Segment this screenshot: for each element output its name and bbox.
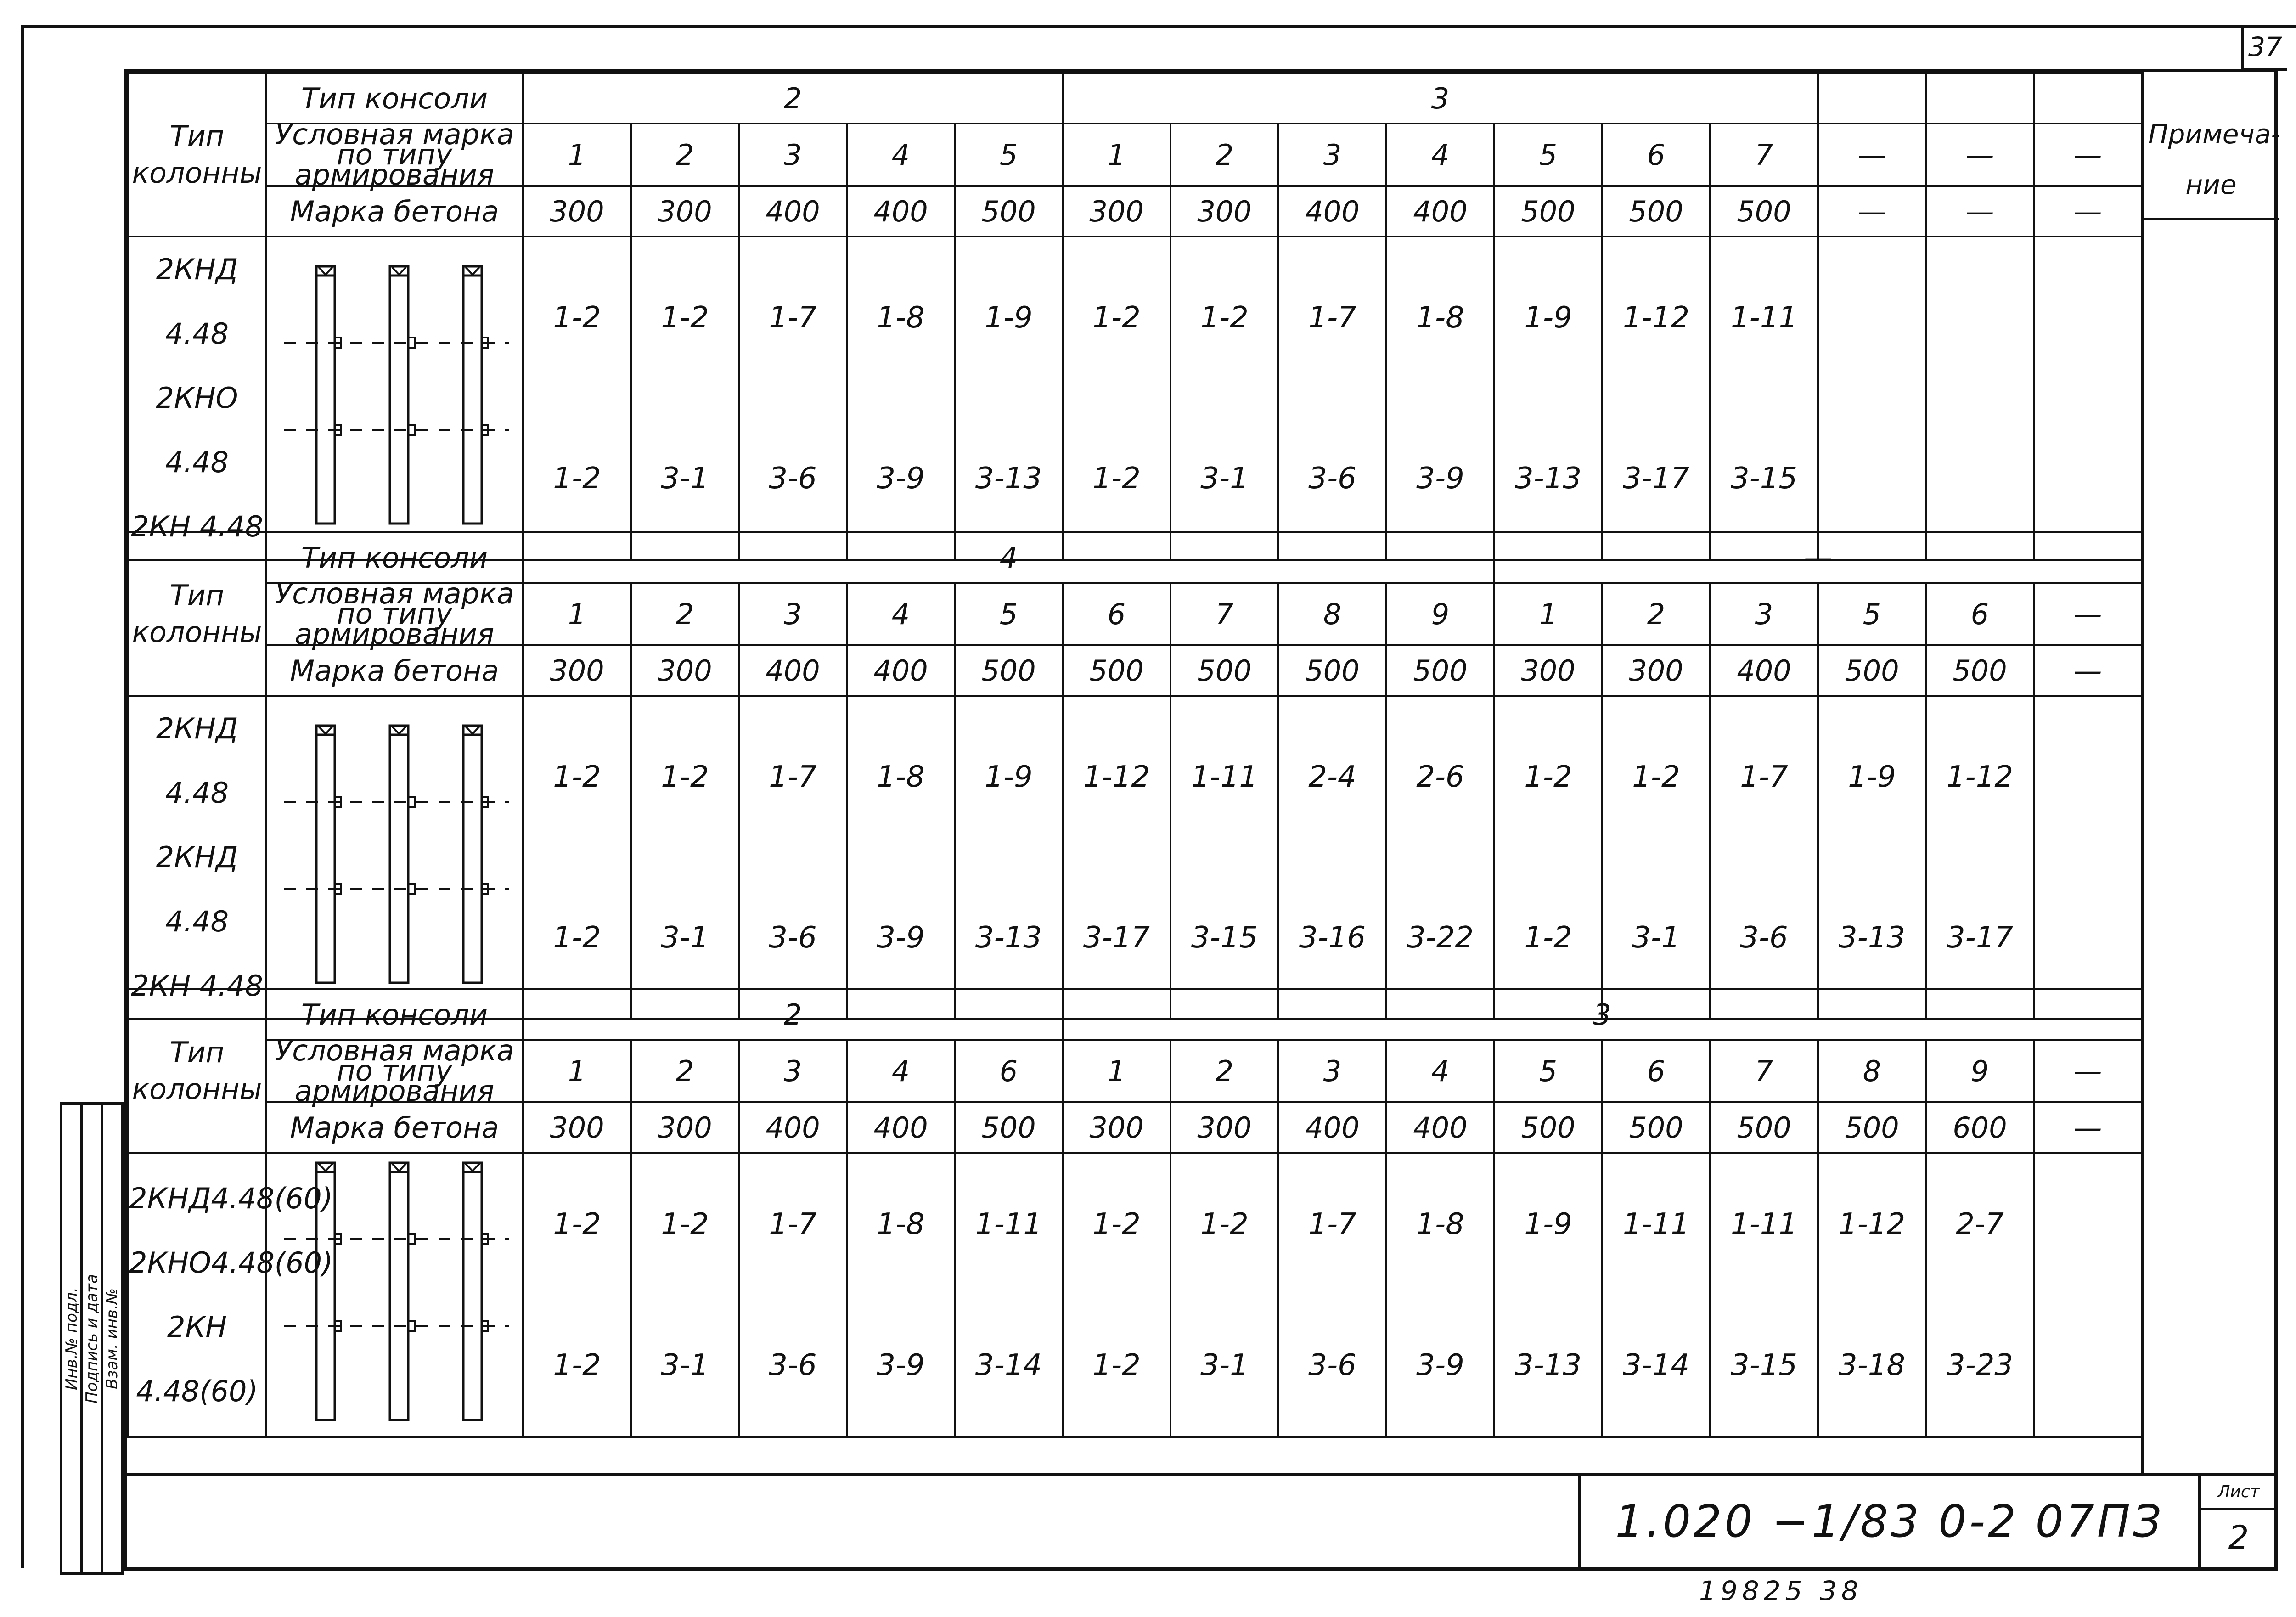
reinforcement-mark: 4 [1386, 1040, 1494, 1102]
reinforcement-cell [523, 696, 631, 1019]
reinforcement-value-top: 2-7 [1956, 1207, 2004, 1241]
reinforcement-mark: 6 [955, 1040, 1063, 1102]
reinforcement-cell [523, 1153, 631, 1437]
reinforcement-cell [1602, 696, 1710, 1019]
reinforcement-mark: 9 [1926, 1040, 2034, 1102]
reinforcement-value-top: 1-2 [1092, 1207, 1141, 1241]
reinforcement-mark: — [2034, 1040, 2142, 1102]
reinforcement-value-top: 1-7 [769, 301, 817, 335]
reinforcement-value-bottom [2035, 1329, 2141, 1402]
reinforcement-value-top: 1-7 [1308, 1207, 1356, 1241]
reinforcement-cell [1602, 1153, 1710, 1437]
reinforcement-value-bottom: 3-14 [1622, 1348, 1690, 1383]
reinforcement-cell [631, 1153, 739, 1437]
concrete-grade: 300 [1171, 1102, 1278, 1153]
reinforcement-cell [847, 1153, 955, 1437]
reinforcement-cell [2034, 1153, 2142, 1437]
concrete-grade: 500 [1063, 645, 1171, 696]
column-names [128, 696, 266, 1019]
reinforcement-mark: 7 [1710, 1040, 1818, 1102]
reinforcement-cell [1494, 1153, 1602, 1437]
reinforcement-value-top: 1-8 [877, 301, 925, 335]
col-type-label: Тип колонны [128, 989, 266, 1153]
reinforcement-cell [1818, 696, 1926, 1019]
list-label: Лист [2201, 1476, 2276, 1510]
reinforcement-value-bottom: 1-2 [1092, 1348, 1141, 1383]
reinforcement-value-bottom: 1-2 [553, 462, 601, 496]
reinforcement-mark: 1 [1063, 1040, 1171, 1102]
reinforcement-value-top [1927, 281, 2033, 355]
sheet-number: 37 [2241, 25, 2287, 71]
reinforcement-value-bottom: 3-1 [661, 462, 709, 496]
reinforcement-value-bottom: 3-6 [1740, 921, 1788, 955]
reinforcement-value-bottom: 3-22 [1407, 921, 1474, 955]
section-table-1 [127, 72, 2141, 561]
concrete-grade: 500 [955, 186, 1063, 237]
reinforcement-cell [1278, 696, 1386, 1019]
reinforcement-cell [1278, 1153, 1386, 1437]
concrete-grade: 400 [1386, 1102, 1494, 1153]
reinforcement-value-bottom [1927, 442, 2033, 515]
reinforcement-value-top: 1-9 [1524, 1207, 1572, 1241]
concrete-grade: 500 [1926, 645, 2034, 696]
reinforcement-mark: 4 [847, 124, 955, 186]
archive-number: 19825 38 [1699, 1575, 1863, 1606]
reinforcement-value-top: 1-2 [1200, 301, 1249, 335]
reinforcement-mark: 3 [739, 1040, 847, 1102]
reinforcement-cell [1171, 696, 1278, 1019]
side-stamp-strip [60, 1102, 124, 1575]
console-group: — [1494, 532, 2142, 583]
reinforcement-value-bottom: 3-15 [1730, 1348, 1798, 1383]
reinforcement-cell [1171, 1153, 1278, 1437]
reinforcement-value-bottom: 3-13 [1514, 462, 1582, 496]
reinforcement-mark: 6 [1602, 1040, 1710, 1102]
concrete-grade: — [1926, 186, 2034, 237]
reinforcement-mark: — [2034, 124, 2142, 186]
reinforcement-cell [1278, 237, 1386, 560]
reinforcement-mark-label: Условная марка по типу армирования [266, 1040, 523, 1102]
side-strip-text: Взам. инв.№ [103, 1288, 122, 1390]
reinforcement-mark: 4 [847, 1040, 955, 1102]
concrete-grade-label: Марка бетона [266, 1102, 523, 1153]
concrete-grade: 600 [1926, 1102, 2034, 1153]
reinforcement-value-bottom: 3-14 [975, 1348, 1042, 1383]
side-strip-signature [83, 1105, 103, 1572]
concrete-grade: 500 [1171, 645, 1278, 696]
reinforcement-value-top: 1-2 [661, 760, 709, 794]
column-name: 2КНД 4.48 [156, 253, 238, 350]
reinforcement-value-top: 1-11 [1191, 760, 1258, 794]
reinforcement-mark: — [1818, 124, 1926, 186]
reinforcement-value-bottom: 3-18 [1838, 1348, 1906, 1383]
reinforcement-mark: 3 [739, 583, 847, 645]
reinforcement-cell [631, 696, 739, 1019]
reinforcement-value-bottom: 3-9 [1416, 462, 1464, 496]
col-type-label: Тип колонны [128, 532, 266, 696]
reinforcement-value-top [1819, 281, 1925, 355]
concrete-grade: 300 [523, 186, 631, 237]
column-sketches [266, 237, 523, 560]
reinforcement-value-bottom: 3-9 [877, 1348, 925, 1383]
concrete-grade: 500 [1278, 645, 1386, 696]
reinforcement-value-top: 1-8 [877, 760, 925, 794]
column-names [128, 1153, 333, 1437]
reinforcement-value-top: 1-9 [1848, 760, 1896, 794]
side-strip-text: Подпись и дата [82, 1274, 101, 1403]
concrete-grade: 300 [1494, 645, 1602, 696]
console-group [2034, 73, 2142, 124]
reinforcement-value-bottom: 1-2 [553, 1348, 601, 1383]
reinforcement-cell [955, 1153, 1063, 1437]
concrete-grade: 400 [1710, 645, 1818, 696]
reinforcement-cell [1386, 1153, 1494, 1437]
console-group: 3 [1063, 989, 2142, 1040]
concrete-grade: 500 [1710, 1102, 1818, 1153]
reinforcement-value-bottom: 3-6 [1308, 1348, 1356, 1383]
reinforcement-value-bottom: 3-17 [1622, 462, 1690, 496]
reinforcement-table [127, 531, 2143, 1020]
reinforcement-value-bottom: 3-13 [1838, 921, 1906, 955]
reinforcement-cell [739, 1153, 847, 1437]
reinforcement-value-top: 1-9 [985, 301, 1033, 335]
reinforcement-value-top: 1-8 [877, 1207, 925, 1241]
reinforcement-mark: 5 [955, 583, 1063, 645]
notes-column [2141, 72, 2279, 1473]
reinforcement-value-bottom: 3-1 [1200, 1348, 1249, 1383]
reinforcement-value-bottom: 3-6 [769, 921, 817, 955]
reinforcement-cell [1818, 237, 1926, 560]
reinforcement-cell [1494, 696, 1602, 1019]
reinforcement-mark: 2 [1171, 1040, 1278, 1102]
reinforcement-value-bottom: 3-23 [1946, 1348, 2014, 1383]
reinforcement-value-bottom: 3-16 [1299, 921, 1366, 955]
reinforcement-value-bottom: 3-1 [1200, 462, 1249, 496]
concrete-grade: 500 [1494, 1102, 1602, 1153]
reinforcement-cell [739, 237, 847, 560]
reinforcement-value-top [2035, 1188, 2141, 1261]
concrete-grade: 300 [631, 186, 739, 237]
reinforcement-mark: 3 [1278, 124, 1386, 186]
reinforcement-cell [523, 237, 631, 560]
concrete-grade: 300 [523, 645, 631, 696]
reinforcement-value-top: 1-11 [975, 1207, 1042, 1241]
reinforcement-value-top: 1-2 [661, 301, 709, 335]
reinforcement-value-top: 1-2 [661, 1207, 709, 1241]
reinforcement-value-bottom: 3-1 [661, 1348, 709, 1383]
console-type-label: Тип консоли [266, 989, 523, 1040]
col-type-label: Тип колонны [128, 73, 266, 237]
reinforcement-mark: 6 [1063, 583, 1171, 645]
reinforcement-value-top: 1-8 [1416, 1207, 1464, 1241]
reinforcement-cell [1386, 237, 1494, 560]
console-group: 2 [523, 989, 1063, 1040]
reinforcement-value-top: 1-7 [769, 760, 817, 794]
notes-header: Примеча-ние [2148, 118, 2281, 200]
concrete-grade-label: Марка бетона [266, 186, 523, 237]
reinforcement-mark: 7 [1171, 583, 1278, 645]
reinforcement-mark: 3 [1710, 583, 1818, 645]
reinforcement-mark: 3 [739, 124, 847, 186]
reinforcement-value-top: 2-6 [1416, 760, 1464, 794]
reinforcement-mark: 1 [523, 1040, 631, 1102]
console-type-label: Тип консоли [266, 532, 523, 583]
reinforcement-mark: 5 [1818, 583, 1926, 645]
reinforcement-mark: — [2034, 583, 2142, 645]
reinforcement-mark-label: Условная марка по типу армирования [266, 124, 523, 186]
reinforcement-value-top: 1-2 [1200, 1207, 1249, 1241]
main-table-area [124, 69, 2281, 1571]
reinforcement-mark: 3 [1278, 1040, 1386, 1102]
concrete-grade: 300 [1063, 1102, 1171, 1153]
reinforcement-cell [1494, 237, 1602, 560]
column-name: 2КН 4.48 [131, 969, 263, 1003]
console-group [1818, 73, 1926, 124]
reinforcement-value-bottom: 3-9 [877, 462, 925, 496]
section-table-3 [127, 988, 2141, 1438]
reinforcement-mark: 9 [1386, 583, 1494, 645]
reinforcement-cell [1926, 237, 2034, 560]
reinforcement-table [127, 988, 2143, 1438]
reinforcement-cell [739, 696, 847, 1019]
column-names [128, 237, 266, 560]
console-group [1926, 73, 2034, 124]
list-value: 2 [2228, 1519, 2249, 1556]
reinforcement-mark: 6 [1602, 124, 1710, 186]
reinforcement-cell [1710, 1153, 1818, 1437]
reinforcement-value-top: 1-7 [1740, 760, 1788, 794]
reinforcement-value-top: 1-9 [1524, 301, 1572, 335]
side-strip-inventory [62, 1105, 83, 1572]
reinforcement-value-top: 1-7 [769, 1207, 817, 1241]
reinforcement-value-bottom: 1-2 [1092, 462, 1141, 496]
reinforcement-value-bottom: 3-13 [975, 921, 1042, 955]
console-group: 4 [523, 532, 1494, 583]
reinforcement-cell [1063, 237, 1171, 560]
concrete-grade: — [2034, 645, 2142, 696]
reinforcement-value-top [2035, 740, 2141, 814]
reinforcement-mark: 2 [1171, 124, 1278, 186]
reinforcement-value-bottom [2035, 442, 2141, 515]
reinforcement-value-bottom: 3-9 [877, 921, 925, 955]
reinforcement-value-bottom: 3-9 [1416, 1348, 1464, 1383]
reinforcement-mark: — [1926, 124, 2034, 186]
concrete-grade: — [2034, 1102, 2142, 1153]
side-strip-text: Инв.№ подл. [62, 1287, 81, 1390]
concrete-grade: 400 [1386, 186, 1494, 237]
concrete-grade: 500 [955, 1102, 1063, 1153]
reinforcement-value-bottom: 3-17 [1946, 921, 2014, 955]
concrete-grade: 400 [847, 186, 955, 237]
column-name: 2КНД 4.48 [156, 712, 238, 810]
reinforcement-value-top: 1-12 [1838, 1207, 1906, 1241]
concrete-grade: — [2034, 186, 2142, 237]
reinforcement-cell [847, 696, 955, 1019]
console-group: 2 [523, 73, 1063, 124]
reinforcement-value-top: 1-2 [1524, 760, 1572, 794]
reinforcement-value-bottom: 3-1 [1632, 921, 1680, 955]
reinforcement-cell [955, 237, 1063, 560]
reinforcement-mark: 8 [1278, 583, 1386, 645]
concrete-grade: 300 [523, 1102, 631, 1153]
concrete-grade: 400 [739, 645, 847, 696]
reinforcement-mark: 2 [631, 124, 739, 186]
concrete-grade-label: Марка бетона [266, 645, 523, 696]
reinforcement-value-bottom: 3-1 [661, 921, 709, 955]
concrete-grade: 300 [1602, 645, 1710, 696]
reinforcement-value-top: 1-7 [1308, 301, 1356, 335]
column-sketches [266, 696, 523, 1019]
column-name: 2КНД4.48(60) [129, 1181, 333, 1215]
concrete-grade: 500 [1818, 645, 1926, 696]
reinforcement-cell [1926, 1153, 2034, 1437]
reinforcement-cell [1602, 237, 1710, 560]
concrete-grade: 400 [847, 645, 955, 696]
reinforcement-mark: 2 [1602, 583, 1710, 645]
reinforcement-value-bottom: 3-17 [1083, 921, 1150, 955]
reinforcement-mark: 4 [1386, 124, 1494, 186]
reinforcement-value-top: 1-11 [1730, 1207, 1798, 1241]
reinforcement-value-top: 1-2 [553, 760, 601, 794]
reinforcement-value-top: 2-4 [1308, 760, 1356, 794]
reinforcement-value-bottom: 3-6 [1308, 462, 1356, 496]
concrete-grade: 400 [1278, 186, 1386, 237]
side-strip-replacement [103, 1105, 121, 1572]
concrete-grade: — [1818, 186, 1926, 237]
reinforcement-value-bottom: 1-2 [553, 921, 601, 955]
column-name: 2КНО4.48(60) [129, 1245, 333, 1279]
reinforcement-value-top: 1-2 [1092, 301, 1141, 335]
reinforcement-value-bottom [2035, 901, 2141, 975]
reinforcement-cell [2034, 696, 2142, 1019]
reinforcement-cell [847, 237, 955, 560]
section-table-2 [127, 531, 2141, 1020]
column-sketch-icon [270, 716, 518, 992]
reinforcement-mark: 7 [1710, 124, 1818, 186]
reinforcement-value-top [2035, 281, 2141, 355]
column-name: 2КН 4.48 [131, 510, 263, 543]
reinforcement-value-top: 1-2 [553, 1207, 601, 1241]
reinforcement-value-bottom: 3-13 [975, 462, 1042, 496]
reinforcement-value-bottom: 3-15 [1730, 462, 1798, 496]
concrete-grade: 500 [955, 645, 1063, 696]
list-box [2198, 1476, 2276, 1567]
title-block [127, 1473, 2274, 1567]
reinforcement-cell [1171, 237, 1278, 560]
reinforcement-cell [1710, 237, 1818, 560]
concrete-grade: 500 [1494, 186, 1602, 237]
concrete-grade: 500 [1818, 1102, 1926, 1153]
reinforcement-cell [955, 696, 1063, 1019]
console-type-label: Тип консоли [266, 73, 523, 124]
reinforcement-value-bottom: 1-2 [1524, 921, 1572, 955]
concrete-grade: 500 [1602, 186, 1710, 237]
reinforcement-table [127, 72, 2143, 561]
reinforcement-mark: 5 [1494, 1040, 1602, 1102]
reinforcement-cell [1926, 696, 2034, 1019]
concrete-grade: 500 [1386, 645, 1494, 696]
concrete-grade: 400 [739, 186, 847, 237]
reinforcement-value-top: 1-12 [1083, 760, 1150, 794]
reinforcement-value-bottom [1819, 442, 1925, 515]
concrete-grade: 400 [847, 1102, 955, 1153]
reinforcement-mark: 6 [1926, 583, 2034, 645]
concrete-grade: 300 [1171, 186, 1278, 237]
reinforcement-value-bottom: 3-15 [1191, 921, 1258, 955]
reinforcement-mark: 1 [1494, 583, 1602, 645]
reinforcement-cell [1710, 696, 1818, 1019]
reinforcement-cell [1818, 1153, 1926, 1437]
reinforcement-value-bottom: 3-6 [769, 462, 817, 496]
concrete-grade: 400 [739, 1102, 847, 1153]
reinforcement-value-top: 1-12 [1622, 301, 1690, 335]
reinforcement-value-bottom: 3-13 [1514, 1348, 1582, 1383]
reinforcement-mark: 5 [955, 124, 1063, 186]
reinforcement-value-top: 1-11 [1730, 301, 1798, 335]
reinforcement-cell [631, 237, 739, 560]
reinforcement-cell [1386, 696, 1494, 1019]
reinforcement-mark: 1 [523, 583, 631, 645]
concrete-grade: 400 [1278, 1102, 1386, 1153]
column-sketches [266, 1153, 523, 1437]
reinforcement-mark: 8 [1818, 1040, 1926, 1102]
concrete-grade: 300 [631, 1102, 739, 1153]
column-name: 2КН 4.48(60) [136, 1310, 258, 1408]
notes-separator [2144, 218, 2279, 220]
reinforcement-mark: 1 [1063, 124, 1171, 186]
concrete-grade: 300 [631, 645, 739, 696]
reinforcement-cell [2034, 237, 2142, 560]
console-group: 3 [1063, 73, 1818, 124]
reinforcement-value-bottom: 3-6 [769, 1348, 817, 1383]
column-name: 2КНД 4.48 [156, 840, 238, 938]
column-sketch-icon [270, 257, 518, 533]
reinforcement-mark: 1 [523, 124, 631, 186]
column-name: 2КНО 4.48 [156, 381, 238, 479]
column-sketch-icon [270, 1154, 518, 1429]
reinforcement-value-top: 1-2 [1632, 760, 1680, 794]
concrete-grade: 500 [1710, 186, 1818, 237]
reinforcement-value-top: 1-9 [985, 760, 1033, 794]
reinforcement-cell [1063, 1153, 1171, 1437]
concrete-grade: 500 [1602, 1102, 1710, 1153]
reinforcement-mark: 2 [631, 583, 739, 645]
reinforcement-mark-label: Условная марка по типу армирования [266, 583, 523, 645]
reinforcement-value-top: 1-8 [1416, 301, 1464, 335]
reinforcement-value-top: 1-2 [553, 301, 601, 335]
reinforcement-mark: 2 [631, 1040, 739, 1102]
reinforcement-value-top: 1-12 [1946, 760, 2014, 794]
reinforcement-mark: 4 [847, 583, 955, 645]
reinforcement-cell [1063, 696, 1171, 1019]
reinforcement-mark: 5 [1494, 124, 1602, 186]
concrete-grade: 300 [1063, 186, 1171, 237]
document-code: 1.020 −1/83 0-2 07ПЗ [1578, 1476, 2198, 1567]
reinforcement-value-top: 1-11 [1622, 1207, 1690, 1241]
